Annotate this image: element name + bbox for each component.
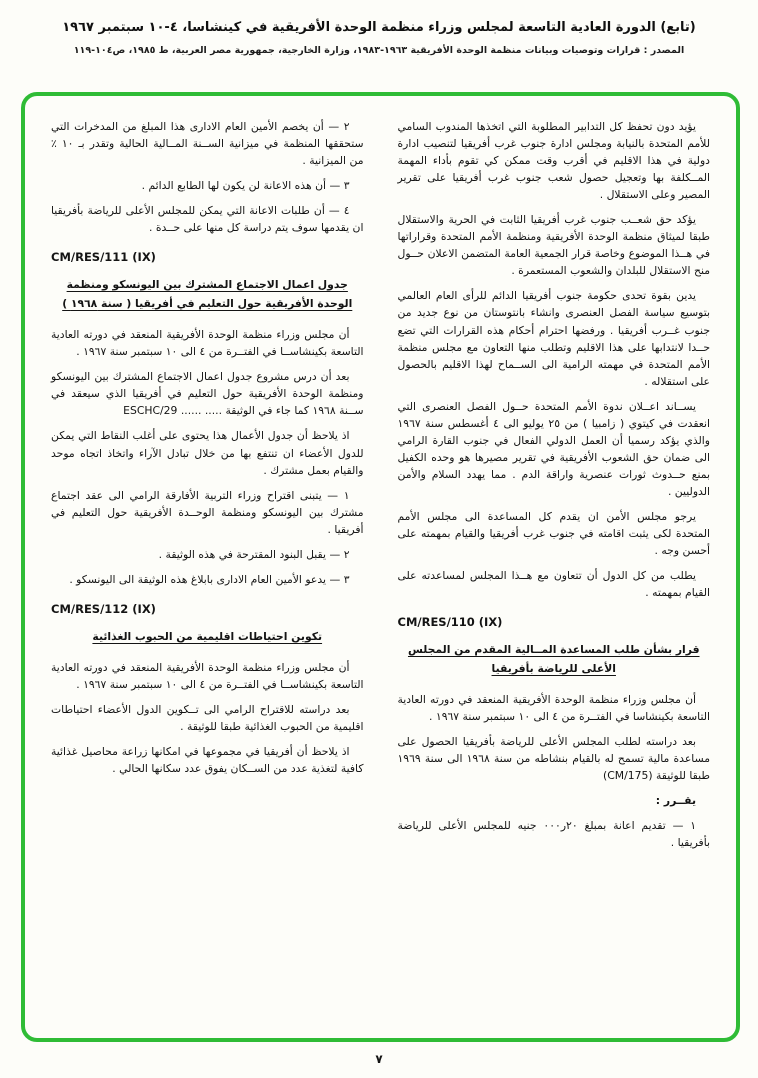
paragraph-condemns: يدين بقوة تحدى حكومة جنوب أفريقيا الدائم للرأى العام العالمي بتوسيع سياسة الفصل العنصرى وانشاء بانتوستان من نوع جديد من جنوب غــرب أفريقيا . ورفضها احترام أحكام هذه القرارات التي تضع حــدا لانتدابها على هذا الاقليم وتطلب منها التعاون مع مجلس منظمة الأمم المتحدة في مهمته الرامية الى الســماح لهذا الاقليم بالحصول على استقلاله .	[397, 289, 710, 388]
paragraph-noting-112: اذ يلاحظ أن أفريقيا في مجموعها في امكانها زراعة محاصيل غذائية كافية لتغذية عدد من الســكان يفوق عدد سكانها الحالي .	[51, 745, 364, 776]
paragraph-council-session-112: أن مجلس وزراء منظمة الوحدة الأفريقية المنعقد في دورته العادية التاسعة بكينشاســا في الفتــرة من ٤ الى ١٠ سبتمبر سنة ١٩٦٧ .	[51, 660, 364, 691]
decision-item-2: ٢ — أن يخصم الأمين العام الادارى هذا المبلغ من المدخرات التي ستحققها المنظمة في ميزانية الســنة المــالية الحالية وتقدر بـ ١٠ ٪ من الميزانية .	[51, 120, 364, 168]
decides-label: يقــرر :	[655, 794, 696, 808]
resolution-title-111: جدول اعمال الاجتماع المشترك بين اليونسكو ومنظمة الوحدة الأفريقية حول التعليم في أفريقيا ( سنة ١٩٦٨ )	[62, 278, 353, 311]
decision-item-3: ٣ — أن هذه الاعانة لن يكون لها الطابع الدائم .	[141, 179, 350, 193]
page-header	[0, 20, 758, 56]
page-number: ٧	[375, 1052, 383, 1066]
resolution-111-item-3: ٣ — يدعو الأمين العام الادارى بابلاغ هذه الوثيقة الى اليونسكو .	[69, 572, 350, 586]
paragraph-calls-on-states: يطلب من كل الدول أن تتعاون مع هــذا المجلس لمساعدته على القيام بمهمته .	[397, 569, 710, 600]
resolution-ref-cm-res-111: CM/RES/111 (IX)	[51, 250, 156, 265]
paragraph-council-session-110: أن مجلس وزراء منظمة الوحدة الأفريقية المنعقد في دورته العادية التاسعة بكينشاسا في الفتــرة من ٤ الى ١٠ سبتمبر سنة ١٩٦٧ .	[397, 693, 710, 724]
paragraph-having-studied-112: بعد دراسته للاقتراح الرامي الى تــكوين الدول الأعضاء احتياطات اقليمية من الحبوب الغذائية طبقا للوثيقة .	[51, 702, 364, 734]
content-border-box	[21, 92, 740, 1042]
resolution-ref-cm-res-112: CM/RES/112 (IX)	[51, 601, 156, 616]
two-column-layout	[51, 118, 710, 1022]
paragraph-affirms: يؤكد حق شعــب جنوب غرب أفريقيا الثابت في الحرية والاستقلال طبقا لميثاق منظمة الوحدة الأفريقية ومنظمة الأمم المتحدة وقراراتها في هــذا الموضوع وخاصة قرار الجمعية العامة المتضمن الاعلان حــول منح الاستقلال للبلدان والشعوب المستعمرة .	[397, 213, 710, 278]
resolution-title-110: قرار بشأن طلب المساعدة المــالية المقدم من المجلس الأعلى للرياضة بأفريقيا	[407, 643, 700, 676]
paragraph-requests-security-council: يرجو مجلس الأمن ان يقدم كل المساعدة الى مجلس الأمم المتحدة لكى يثبت اقامته في جنوب غرب أفريقيا والقيام بمهمته على أحسن وجه .	[397, 509, 710, 558]
paragraph-council-session-111: أن مجلس وزراء منظمة الوحدة الأفريقية المنعقد في دورته العادية التاسعة بكينشاســا في الفتــرة من ٤ الى ١٠ سبتمبر سنة ١٩٦٧ .	[51, 328, 364, 359]
decision-item-1: ١ — تقديم اعانة بمبلغ ٢٠ر٠٠٠ جنيه للمجلس الأعلى للرياضة بأفريقيا .	[397, 819, 710, 850]
resolution-111-item-2: ٢ — يقبل البنود المقترحة في هذه الوثيقة .	[158, 547, 350, 561]
paragraph-having-examined-111: بعد أن درس مشروع جدول اعمال الاجتماع المشترك بين اليونسكو ومنظمة الوحدة الأفريقية حول التعليم في أفريقيا الذي سيعقد في ســنة ١٩٦٨ كما جاء في الوثيقة ..... ...... ESCHC/29	[51, 370, 364, 418]
paragraph-noting-111: اذ يلاحظ أن جدول الأعمال هذا يحتوى على أغلب النقاط التي يمكن للدول الأعضاء ان تنتفع بها من خلال تبادل الآراء واتخاذ اتجاه موحد والقيام بعمل مشترك .	[51, 429, 364, 477]
paragraph-endorses: يســاند اعــلان ندوة الأمم المتحدة حــول الفصل العنصرى التي انعقدت في كيتوي ( زامبيا ) من ٢٥ يوليو الى ٤ أغسطس سنة ١٩٦٧ والذي يؤكد رسميا أن العمل الدولي الفعال في جنوب القارة الرامي الى ضمان حق الشعوب الأفريقية في تقرير مصيرها هو وحده الكفيل بمنع حــدوث ثورات عنصرية واراقة الدم . مما يهدد السلام والأمن الدوليين .	[397, 399, 710, 498]
decision-item-4: ٤ — أن طلبات الاعانة التي يمكن للمجلس الأعلى للرياضة بأفريقيا ان يقدمها سوف يتم دراسة كل منها على حــدة .	[51, 204, 364, 235]
document-title: (تابع) الدورة العادية التاسعة لمجلس وزراء منظمة الوحدة الأفريقية في كينشاسا، ٤-١٠ سبتمبر ١٩٦٧	[62, 20, 696, 35]
resolution-111-item-1: ١ — يتبنى اقتراح وزراء التربية الأفارقة الرامي الى عقد اجتماع مشترك بين اليونسكو ومنظمة الوحــدة الأفريقية حول التعليم في أفريقيا .	[51, 488, 364, 536]
document-source-line: المصدر : قرارات وتوصيات وبيانات منظمة الوحدة الأفريقية ١٩٦٣-١٩٨٣، وزارة الخارجية، جمهورية مصر العربية، ط ١٩٨٥، ص١٠٤-١١٩	[73, 45, 685, 56]
resolution-ref-cm-res-110: CM/RES/110 (IX)	[397, 615, 503, 630]
column-left	[51, 118, 364, 1022]
column-right	[398, 118, 711, 1022]
paragraph-supports: يؤيد دون تحفظ كل التدابير المطلوبة التي اتخذها المندوب السامي للأمم المتحدة بالنيابة ومجلس ادارة جنوب غرب أفريقيا لتنصيب ادارة دولية في هذا الاقليم في أقرب وقت ممكن كي تقوم بأداء المهمة المــكلفة بها وتعجيل حصول شعب جنوب غرب أفريقيا على تقرير المصير وعلى الاستقلال .	[397, 120, 710, 202]
paragraph-having-studied-110: بعد دراسته لطلب المجلس الأعلى للرياضة بأفريقيا الحصول على مساعدة مالية تسمح له بالقيام بنشاطه من سنة ١٩٦٨ الى سنة ١٩٦٩ طبقا للوثيقة (CM/175)	[397, 735, 710, 783]
resolution-title-112: تكوين احتياطات اقليمية من الحبوب الغذائية	[92, 629, 323, 643]
